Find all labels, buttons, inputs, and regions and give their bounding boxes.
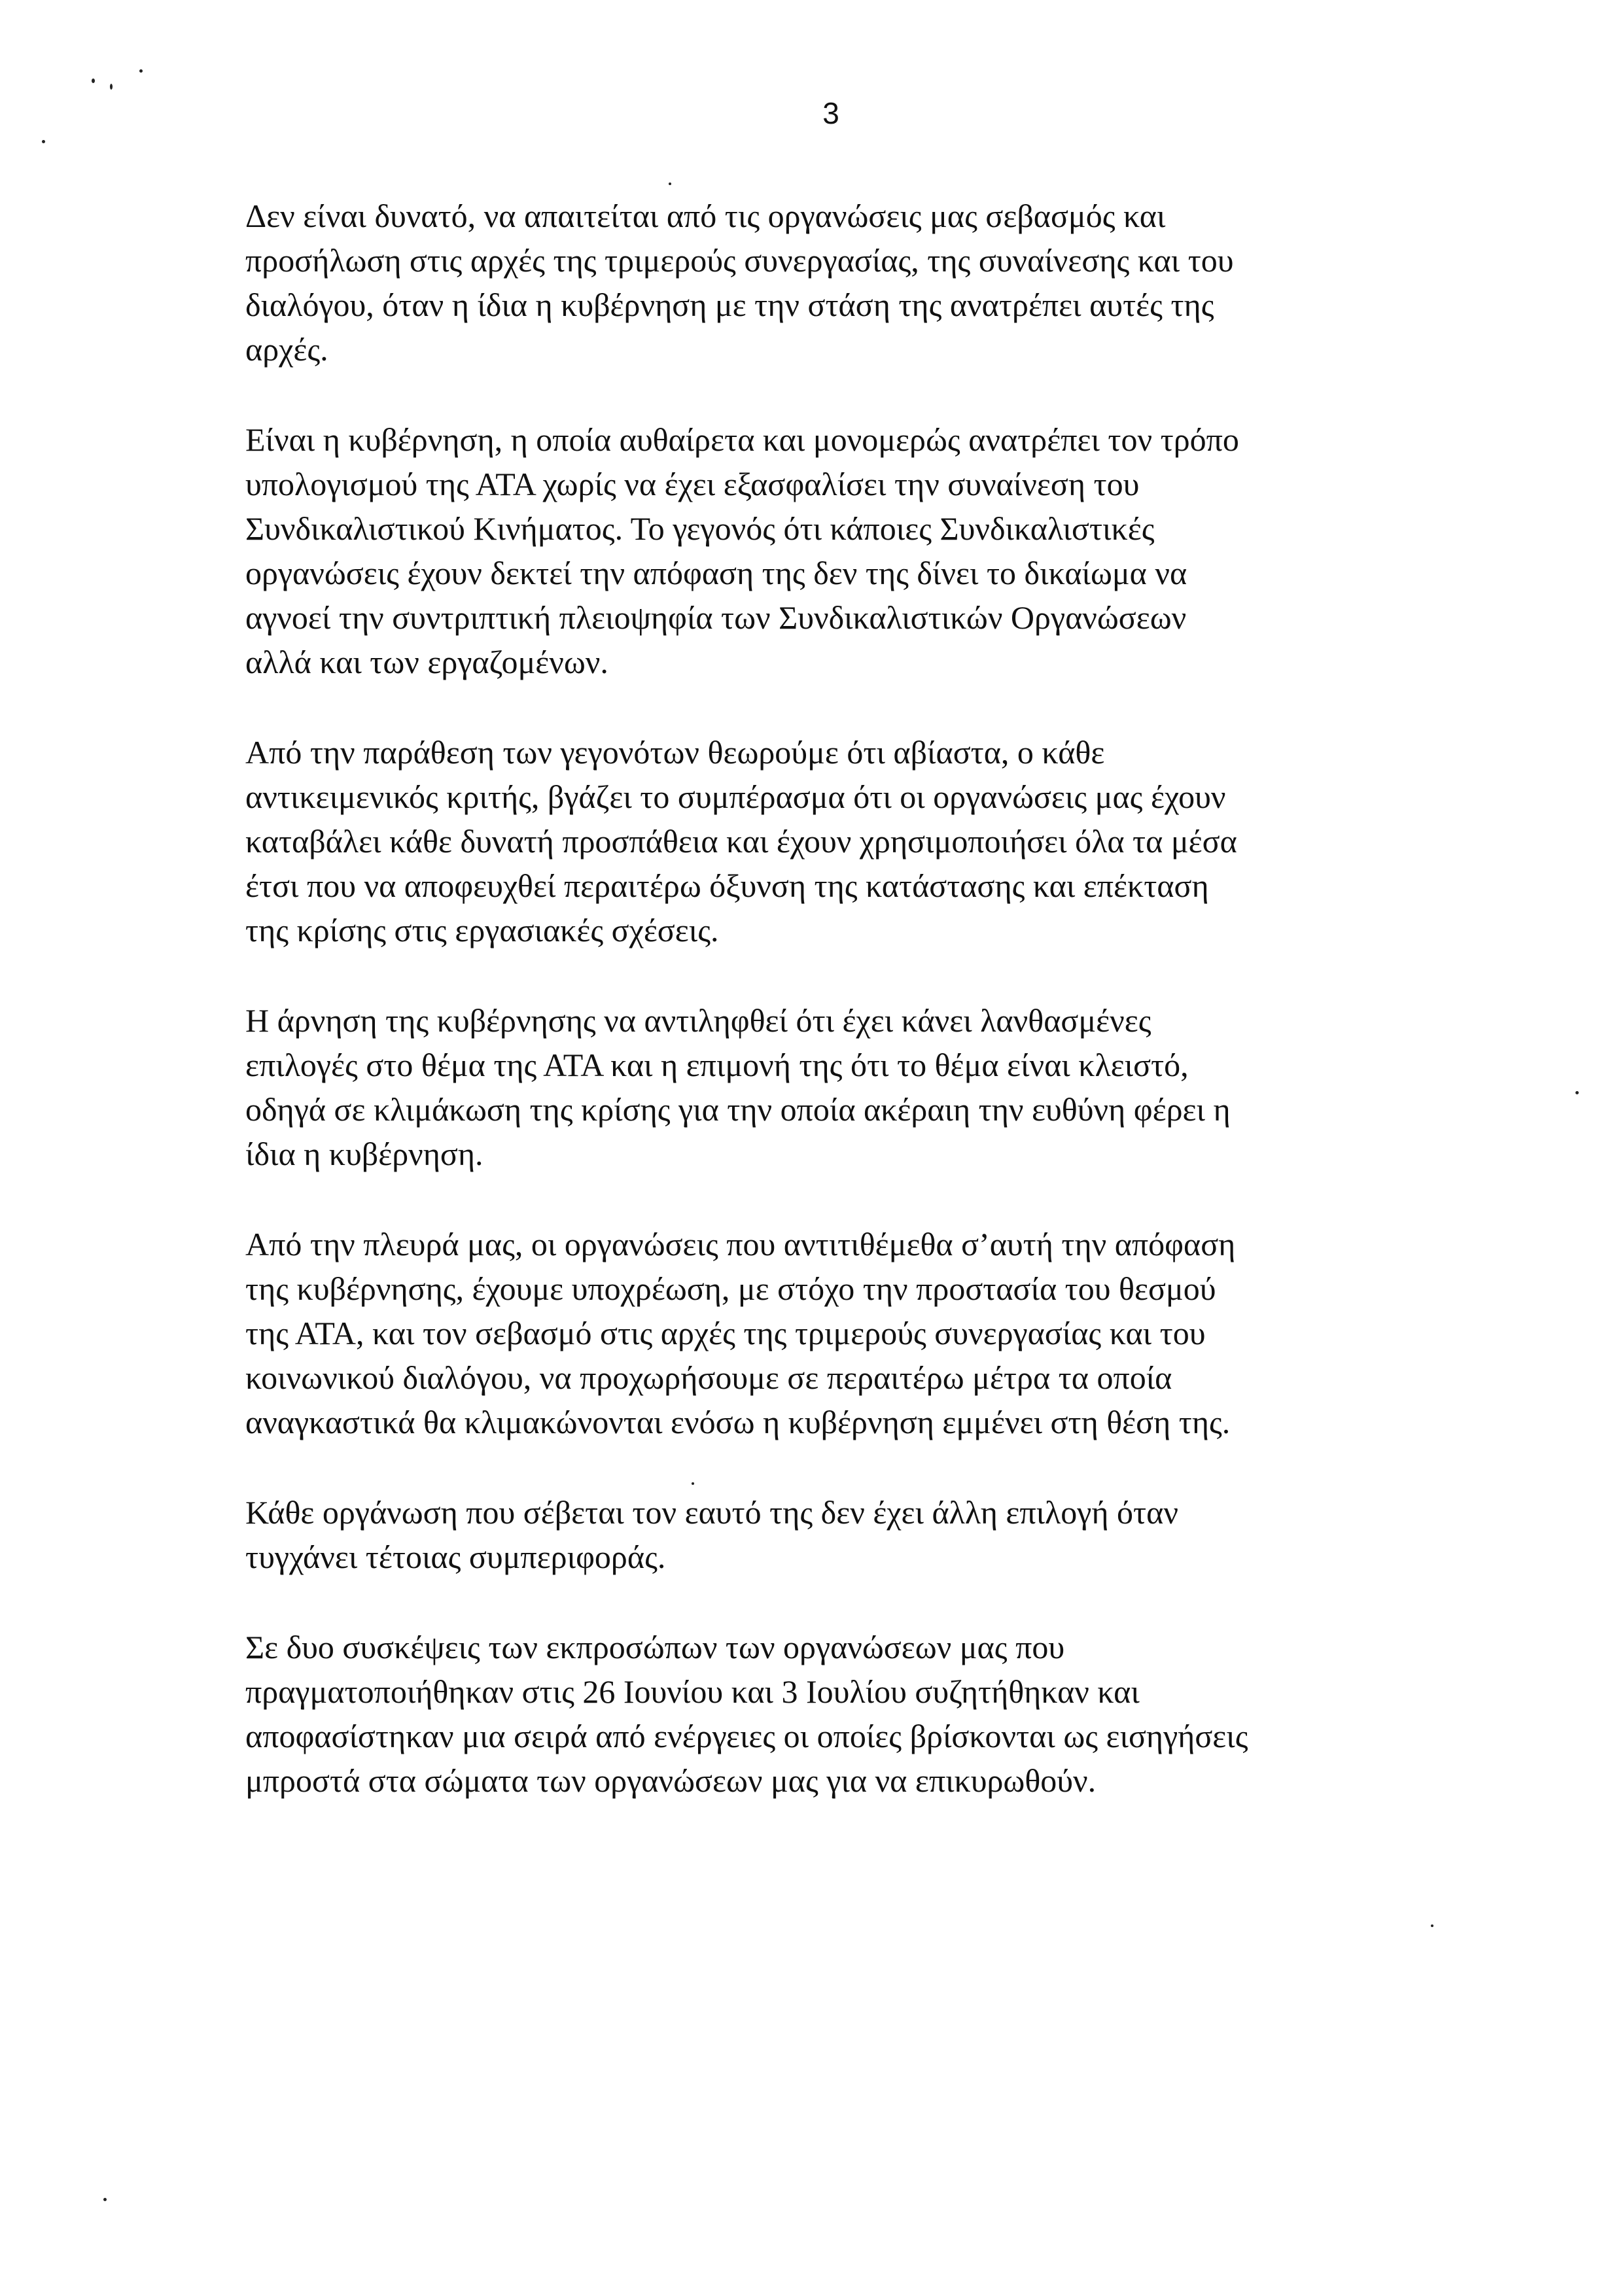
scan-speck	[92, 78, 95, 83]
text-line: Η άρνηση της κυβέρνησης να αντιληφθεί ότι έχει κάνει λανθασμένες	[245, 1002, 1151, 1039]
text-line: καταβάλει κάθε δυνατή προσπάθεια και έχουν χρησιμοποιήσει όλα τα μέσα	[245, 823, 1237, 860]
text-line: Δεν είναι δυνατό, να απαιτείται από τις οργανώσεις μας σεβασμός και	[245, 198, 1166, 234]
text-line: μπροστά στα σώματα των οργανώσεων μας για να επικυρωθούν.	[245, 1762, 1097, 1799]
scan-speck	[1431, 1924, 1433, 1927]
scan-speck	[110, 84, 113, 90]
text-line: Συνδικαλιστικού Κινήματος. Το γεγονός ότι κάποιες Συνδικαλιστικές	[245, 510, 1155, 547]
paragraph-6	[245, 1490, 1436, 1579]
text-line: διαλόγου, όταν η ίδια η κυβέρνηση με την στάση της ανατρέπει αυτές της	[245, 287, 1214, 323]
text-line: οδηγά σε κλιμάκωση της κρίσης για την οποία ακέραιη την ευθύνη φέρει η	[245, 1091, 1231, 1128]
text-line: Από την πλευρά μας, οι οργανώσεις που αντιτιθέμεθα σ’αυτή την απόφαση	[245, 1226, 1236, 1262]
document-body	[245, 194, 1436, 1849]
text-line: αναγκαστικά θα κλιμακώνονται ενόσω η κυβέρνηση εμμένει στη θέση της.	[245, 1404, 1231, 1440]
scan-speck	[1575, 1091, 1579, 1094]
text-line: έτσι που να αποφευχθεί περαιτέρω όξυνση της κατάστασης και επέκταση	[245, 867, 1209, 904]
text-line: της κυβέρνησης, έχουμε υποχρέωση, με στόχο την προστασία του θεσμού	[245, 1270, 1216, 1307]
scan-speck	[103, 2198, 107, 2201]
paragraph-3	[245, 730, 1436, 952]
text-line: αρχές.	[245, 331, 328, 368]
text-line: οργανώσεις έχουν δεκτεί την απόφαση της δεν της δίνει το δικαίωμα να	[245, 555, 1187, 591]
scan-speck	[692, 1482, 694, 1485]
paragraph-5	[245, 1222, 1436, 1444]
text-line: τυγχάνει τέτοιας συμπεριφοράς.	[245, 1539, 666, 1575]
paragraph-1	[245, 194, 1436, 372]
text-line: Είναι η κυβέρνηση, η οποία αυθαίρετα και μονομερώς ανατρέπει τον τρόπο	[245, 421, 1239, 458]
text-line: πραγματοποιήθηκαν στις 26 Ιουνίου και 3 Ιουλίου συζητήθηκαν και	[245, 1673, 1140, 1710]
text-line: ίδια η κυβέρνηση.	[245, 1136, 483, 1172]
paragraph-4	[245, 998, 1436, 1176]
text-line: προσήλωση στις αρχές της τριμερούς συνεργασίας, της συναίνεσης και του	[245, 242, 1234, 279]
text-line: αλλά και των εργαζομένων.	[245, 644, 608, 680]
paragraph-7	[245, 1625, 1436, 1803]
text-line: της ΑΤΑ, και τον σεβασμό στις αρχές της τριμερούς συνεργασίας και του	[245, 1315, 1206, 1351]
text-line: της κρίσης στις εργασιακές σχέσεις.	[245, 912, 719, 948]
scan-speck	[669, 183, 671, 185]
text-line: υπολογισμού της ΑΤΑ χωρίς να έχει εξασφαλίσει την συναίνεση του	[245, 466, 1140, 502]
page-number: 3	[822, 96, 839, 130]
text-line: επιλογές στο θέμα της ΑΤΑ και η επιμονή της ότι το θέμα είναι κλειστό,	[245, 1047, 1189, 1083]
text-line: Σε δυο συσκέψεις των εκπροσώπων των οργανώσεων μας που	[245, 1629, 1065, 1665]
text-line: Από την παράθεση των γεγονότων θεωρούμε ότι αβίαστα, ο κάθε	[245, 734, 1105, 771]
text-line: αντικειμενικός κριτής, βγάζει το συμπέρασμα ότι οι οργανώσεις μας έχουν	[245, 778, 1226, 815]
text-line: Κάθε οργάνωση που σέβεται τον εαυτό της δεν έχει άλλη επιλογή όταν	[245, 1494, 1178, 1531]
text-line: κοινωνικού διαλόγου, να προχωρήσουμε σε περαιτέρω μέτρα τα οποία	[245, 1359, 1172, 1396]
scan-speck	[139, 69, 143, 73]
text-line: αγνοεί την συντριπτική πλειοψηφία των Συνδικαλιστικών Οργανώσεων	[245, 599, 1187, 636]
scan-speck	[42, 140, 45, 143]
text-line: αποφασίστηκαν μια σειρά από ενέργειες οι οποίες βρίσκονται ως εισηγήσεις	[245, 1718, 1248, 1754]
paragraph-2	[245, 417, 1436, 684]
